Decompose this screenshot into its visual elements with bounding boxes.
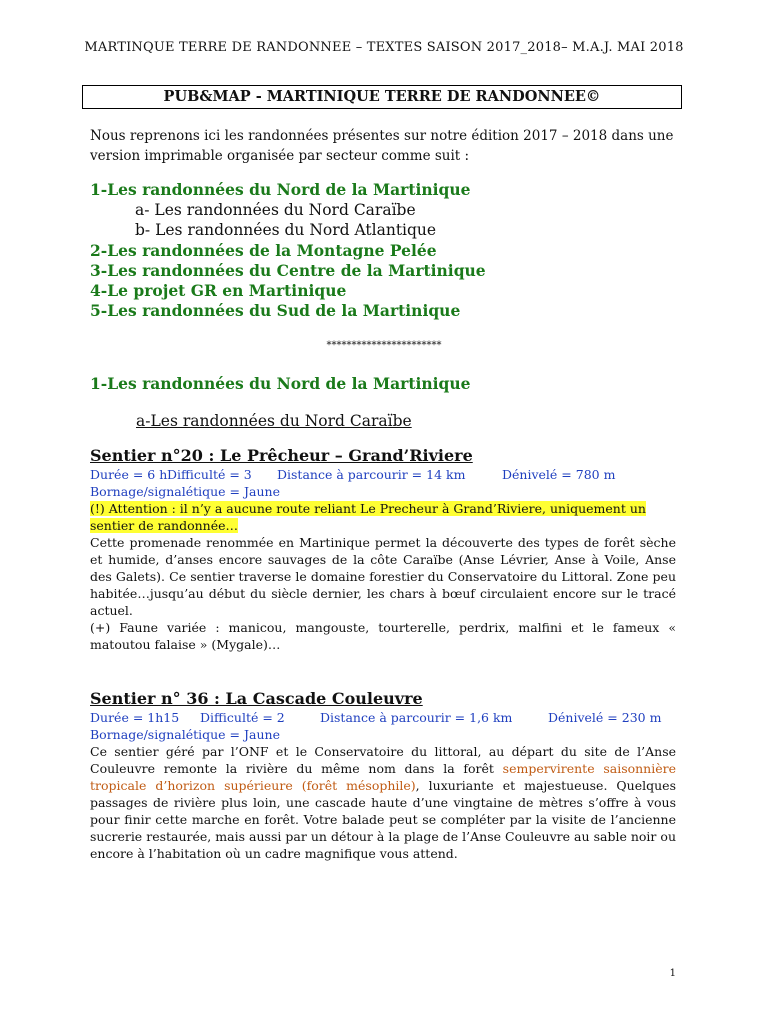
toc-item-1b: b- Les randonnées du Nord Atlantique: [135, 221, 437, 240]
sentier-20-stats: [90, 466, 676, 483]
section-title: 1-Les randonnées du Nord de la Martinique: [90, 374, 471, 393]
sentier-36-elevation: Dénivelé = 230 m: [548, 710, 662, 725]
sentier-36-stats: [90, 709, 676, 726]
forest-type-highlight: sempervirente saisonnière tropicale d’horizon supérieure (forêt mésophile): [90, 761, 676, 793]
table-of-contents: [90, 180, 690, 321]
sentier-36-duration: Durée = 1h15: [90, 710, 180, 725]
sentier-36-marking: Bornage/signalétique = Jaune: [90, 727, 280, 742]
description-part-2: , luxuriante et majestueuse. Quelques passages de rivière plus loin, une cascade haute d’une vingtaine de mètres s’offre à vous pour finir cette marche en forêt. Votre balade peut se compléter par la visite de l’ancienne sucrerie restaurée, mais aussi par un détour à la plage de l’Anse Couleuvre au sable noir ou encore à l’habitation où un cadre magnifique vous attend.: [90, 778, 676, 861]
toc-item-1a: a- Les randonnées du Nord Caraïbe: [135, 201, 416, 220]
toc-item-1: 1-Les randonnées du Nord de la Martinique: [90, 180, 471, 199]
sentier-36-block: [90, 689, 676, 862]
toc-item-5: 5-Les randonnées du Sud de la Martinique: [90, 301, 461, 321]
description-part-1: Ce sentier géré par l’ONF et le Conservatoire du littoral, au départ du site de l’Anse Couleuvre remonte la rivière du même nom dans la forêt: [90, 744, 676, 776]
page-header: MARTINQUE TERRE DE RANDONNEE – TEXTES SAISON 2017_2018– M.A.J. MAI 2018: [84, 40, 684, 55]
toc-item-4: 4-Le projet GR en Martinique: [90, 281, 347, 301]
intro-paragraph: Nous reprenons ici les randonnées présentes sur notre édition 2017 – 2018 dans une version imprimable organisée par secteur comme suit :: [90, 128, 674, 164]
section-subtitle: a-Les randonnées du Nord Caraïbe: [136, 412, 412, 430]
sentier-36-title: Sentier n° 36 : La Cascade Couleuvre: [90, 689, 423, 708]
sentier-20-marking: Bornage/signalétique = Jaune: [90, 484, 280, 499]
sentier-20-description: Cette promenade renommée en Martinique permet la découverte des types de forêt sèche et humide, d’anses encore sauvages de la côte Caraïbe (Anse Lévrier, Anse à Voile, Anse des Galets). Ce sentier traverse le domaine forestier du Conservatoire du Littoral. Zone peu habitée…jusqu’au début du siècle dernier, les chars à bœuf circulaient encore sur le tracé actuel.: [90, 535, 676, 618]
sentier-20-fauna: (+) Faune variée : manicou, mangouste, tourterelle, perdrix, malfini et le fameux « matoutou falaise » (Mygale)…: [90, 620, 676, 652]
sentier-20-title: Sentier n°20 : Le Prêcheur – Grand’Riviere: [90, 446, 473, 465]
sentier-20-distance: Distance à parcourir = 14 km: [277, 467, 466, 482]
sentier-36-description: [90, 743, 676, 862]
sentier-20-block: [90, 446, 676, 653]
toc-item-3: 3-Les randonnées du Centre de la Martinique: [90, 260, 486, 280]
sentier-20-difficulty: Difficulté = 3: [167, 467, 252, 482]
document-title: PUB&MAP - MARTINIQUE TERRE DE RANDONNEE©: [82, 85, 682, 109]
sentier-20-warning: [90, 500, 676, 534]
sentier-36-distance: Distance à parcourir = 1,6 km: [320, 710, 513, 725]
sentier-20-elevation: Dénivelé = 780 m: [502, 467, 616, 482]
sentier-36-difficulty: Difficulté = 2: [200, 710, 285, 725]
warning-highlight: (!) Attention : il n’y a aucune route reliant Le Precheur à Grand’Riviere, uniquement un sentier de randonnée…: [90, 501, 646, 533]
toc-item-2: 2-Les randonnées de la Montagne Pelée: [90, 240, 437, 260]
sentier-20-duration: Durée = 6 h: [90, 467, 168, 482]
page-number: 1: [669, 968, 676, 979]
separator: ***********************: [326, 340, 442, 351]
